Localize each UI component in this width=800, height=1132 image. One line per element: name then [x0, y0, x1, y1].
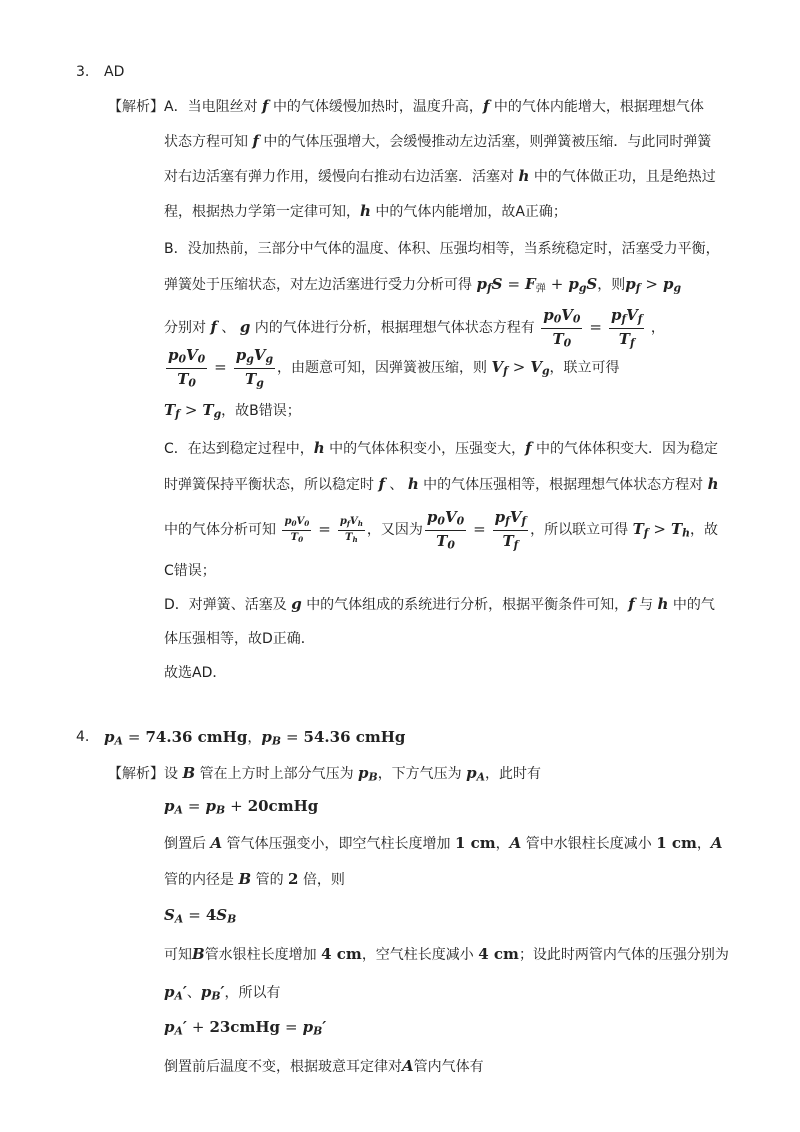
- q3-conclusion: [164, 662, 226, 682]
- q3-text: 、: [221, 320, 236, 337]
- q3-text: 时弹簧保持平衡状态，所以稳定时: [164, 477, 374, 493]
- q4-text: 倒置后: [164, 836, 206, 852]
- q4-text: 管的: [255, 872, 284, 888]
- q3-text: ，: [650, 320, 665, 337]
- q4-eq-2: $S_A = 4S_B$: [164, 906, 237, 926]
- q3-text: ，故B错误；: [221, 403, 301, 419]
- q3-line-c4: [164, 560, 216, 580]
- q3-line-b1: [164, 238, 720, 258]
- q3-text: 中的气体体积变大．因为稳定: [536, 441, 719, 457]
- q4-text: 可知: [164, 947, 192, 963]
- q4-line-1: 【解析】设 B 管在上方时上部分气压为 $p_B$，下方气压为 $p_A$，此时有: [108, 764, 542, 784]
- q3-line-a1: 【解析】A．当电阻丝对 f 中的气体缓慢加热时，温度升高，f 中的气体内能增大，根据理想气体: [108, 97, 704, 115]
- q3-text: 中的气体缓慢加热时，温度升高，: [272, 99, 483, 115]
- q3-text: A．当电阻丝对: [164, 99, 258, 115]
- fraction: $\frac{p_0V_0}{T_0}$: [168, 346, 206, 390]
- q3-text: B．没加热前，三部分中气体的温度、体积、压强均相等，当系统稳定时，活塞受力平衡，: [164, 241, 720, 257]
- q3-text: 故选AD．: [164, 665, 227, 681]
- q3-text: ，又因为: [366, 522, 423, 539]
- q3-text: C错误；: [164, 563, 216, 579]
- q3-answer: AD: [104, 64, 125, 80]
- q3-line-d1: D．对弹簧、活塞及 g 中的气体组成的系统进行分析，根据平衡条件可知，f 与 h 中的气: [164, 595, 715, 613]
- q3-text: 中的气体做正功，且是绝热过: [533, 169, 716, 185]
- q3-text: 中的气体分析可知: [164, 522, 276, 539]
- q3-text: 中的气体体积变小，压强变大，: [329, 441, 526, 457]
- q4-eq-3: $p_A'$ + 23cmHg = $p_B'$: [164, 1018, 327, 1038]
- q3-text: 中的气体内能增加，故A正确；: [375, 204, 567, 220]
- q4-text: ，所以有: [224, 985, 281, 1001]
- q4-line-2: 倒置后 A 管气体压强变小，即空气柱长度增加 1 cm，A 管中水银柱长度减小 1 cm，A: [164, 834, 723, 852]
- q4-text: 管的内径是: [164, 872, 234, 888]
- q3-line-a4: 程，根据热力学第一定律可知，h 中的气体内能增加，故A正确；: [164, 202, 567, 220]
- q4-text: 管在上方时上部分气压为: [199, 766, 354, 782]
- q4-text: 倍，则: [302, 872, 345, 888]
- q3-text: 分别对: [164, 320, 206, 337]
- q4-line-3: 管的内径是 B 管的 2 倍，则: [164, 870, 345, 888]
- q3-line-b5: $T_f > T_g$，故B错误；: [164, 401, 301, 421]
- q4-answer: $p_A = 74.36$ cmHg，$p_B = 54.36$ cmHg: [104, 728, 406, 748]
- q4-text: 管水银柱长度增加: [204, 947, 317, 963]
- q4-eq3-val: 23cmHg: [209, 1018, 280, 1036]
- q3-text: 中的气: [672, 597, 715, 613]
- q4-eq-1: $p_A = p_B$ + 20cmHg: [164, 797, 319, 817]
- q4-line-5: $p_A'$、$p_B'$，所以有: [164, 983, 281, 1003]
- fraction: $\frac{p_fV_f}{T_f}$: [610, 306, 643, 350]
- q3-text: 对右边活塞有弹力作用，缓慢向右推动右边活塞．活塞对: [164, 169, 514, 185]
- q4-jiexi-label: 【解析】: [108, 766, 164, 782]
- q3-line-b3: 分别对 f 、 g 内的气体进行分析，根据理想气体状态方程有 $\frac{p_0V_0}{T_0}$ = $\frac{p_fV_f}{T_f}$ ，: [164, 306, 665, 350]
- q3-text: 中的气体压强相等，根据理想气体状态方程对: [423, 477, 704, 493]
- q4-text: 管气体压强变小，即空气柱长度增加: [226, 836, 451, 852]
- q4-text: 管中水银柱长度减小: [525, 836, 652, 852]
- q3-text: 中的气体压强增大，会缓慢推动左边活塞，则弹簧被压缩．与此同时弹簧: [263, 134, 712, 150]
- q3-line-b4: $\frac{p_0V_0}{T_0}$ = $\frac{p_gV_g}{T_g}$ ，由题意可知，因弹簧被压缩，则 $V_f > V_g$，联立可得: [168, 346, 620, 390]
- q4-text: ，: [495, 836, 510, 852]
- q3-line-a3: 对右边活塞有弹力作用，缓慢向右推动右边活塞．活塞对 h 中的气体做正功，且是绝热过: [164, 167, 716, 185]
- q3-text: ，故: [690, 522, 719, 539]
- q3-jiexi-label: 【解析】: [108, 99, 164, 115]
- fraction: $\frac{p_0V_0}{T_0}$: [284, 516, 310, 544]
- q4-line-4: 可知B管水银柱长度增加 4 cm，空气柱长度减小 4 cm；设此时两管内气体的压强分别为: [164, 945, 729, 963]
- fraction: $\frac{p_fV_f}{T_f}$: [494, 508, 527, 552]
- q4-value: 2: [288, 870, 299, 888]
- q4-text: ，空气柱长度减小: [361, 947, 474, 963]
- q4-text: 、: [186, 985, 201, 1001]
- fraction: $\frac{p_fV_h}{T_h}$: [339, 516, 363, 544]
- q3-line-d2: [164, 628, 315, 648]
- q4-text: ，此时有: [485, 766, 542, 782]
- q4-number: 4.: [76, 729, 90, 745]
- q3-line-c1: C．在达到稳定过程中，h 中的气体体积变小，压强变大，f 中的气体体积变大．因为稳定: [164, 439, 719, 457]
- q4-text: ，: [696, 836, 711, 852]
- q4-value: 4 cm: [478, 945, 519, 963]
- q3-text: ，由题意可知，因弹簧被压缩，则: [277, 360, 488, 377]
- q3-text: 程，根据热力学第一定律可知，: [164, 204, 360, 220]
- q3-line-c2: 时弹簧保持平衡状态，所以稳定时 f 、 h 中的气体压强相等，根据理想气体状态方程对 h: [164, 475, 719, 493]
- q3-text: C．在达到稳定过程中，: [164, 441, 314, 457]
- q3-line-a2: 状态方程可知 f 中的气体压强增大，会缓慢推动左边活塞，则弹簧被压缩．与此同时弹簧: [164, 132, 712, 150]
- q3-line-c3: 中的气体分析可知 $\frac{p_0V_0}{T_0}$ = $\frac{p_fV_h}{T_h}$ ，又因为 $\frac{p_0V_0}{T_0}$ = $\frac{p_fV_f}{T_f}$ ，所以联立可得 $T_f > T_h$，故: [164, 508, 719, 552]
- q3-text: ，联立可得: [549, 360, 620, 377]
- q4-text: 设: [164, 766, 178, 782]
- q4-text: 管内气体有: [413, 1059, 484, 1075]
- q3-text: ，所以联立可得: [530, 522, 629, 539]
- q3-text: D．对弹簧、活塞及: [164, 597, 287, 613]
- q3-text: 中的气体组成的系统进行分析，根据平衡条件可知，: [306, 597, 629, 613]
- q4-text: ，: [247, 730, 262, 746]
- q3-text: 与: [639, 597, 654, 613]
- q4-value: 1 cm: [656, 834, 697, 852]
- q3-number: 3.: [76, 64, 90, 80]
- q4-text: ，下方气压为: [377, 766, 462, 782]
- q4-ans-b: 54.36 cmHg: [303, 728, 406, 746]
- q3-text: 状态方程可知: [164, 134, 248, 150]
- q4-eq2-val: 4: [205, 906, 217, 924]
- q3-text: 、: [389, 477, 404, 493]
- fraction: $\frac{p_0V_0}{T_0}$: [543, 306, 581, 350]
- q4-value: 4 cm: [321, 945, 362, 963]
- q4-ans-a: 74.36 cmHg: [145, 728, 248, 746]
- fraction: $\frac{p_gV_g}{T_g}$: [235, 346, 274, 390]
- q3-text: ，则: [597, 277, 626, 293]
- q3-text: 中的气体内能增大，根据理想气体: [493, 99, 704, 115]
- q3-tan-sub: 弹: [535, 283, 546, 295]
- q4-eq1-val: 20cmHg: [247, 797, 319, 815]
- q4-line-6: 倒置前后温度不变，根据玻意耳定律对A管内气体有: [164, 1057, 484, 1075]
- q3-text: 体压强相等，故D正确．: [164, 631, 315, 647]
- fraction: $\frac{p_0V_0}{T_0}$: [426, 508, 465, 552]
- q3-line-b2: 弹簧处于压缩状态，对左边活塞进行受力分析可得 $p_fS = F_弹 + p_gS$，则$p_f > p_g$: [164, 275, 682, 295]
- q3-text: 内的气体进行分析，根据理想气体状态方程有: [254, 320, 535, 337]
- q4-text: ；设此时两管内气体的压强分别为: [518, 947, 729, 963]
- q4-text: 倒置前后温度不变，根据玻意耳定律对: [164, 1059, 402, 1075]
- q4-value: 1 cm: [455, 834, 496, 852]
- q3-text: 弹簧处于压缩状态，对左边活塞进行受力分析可得: [164, 277, 472, 293]
